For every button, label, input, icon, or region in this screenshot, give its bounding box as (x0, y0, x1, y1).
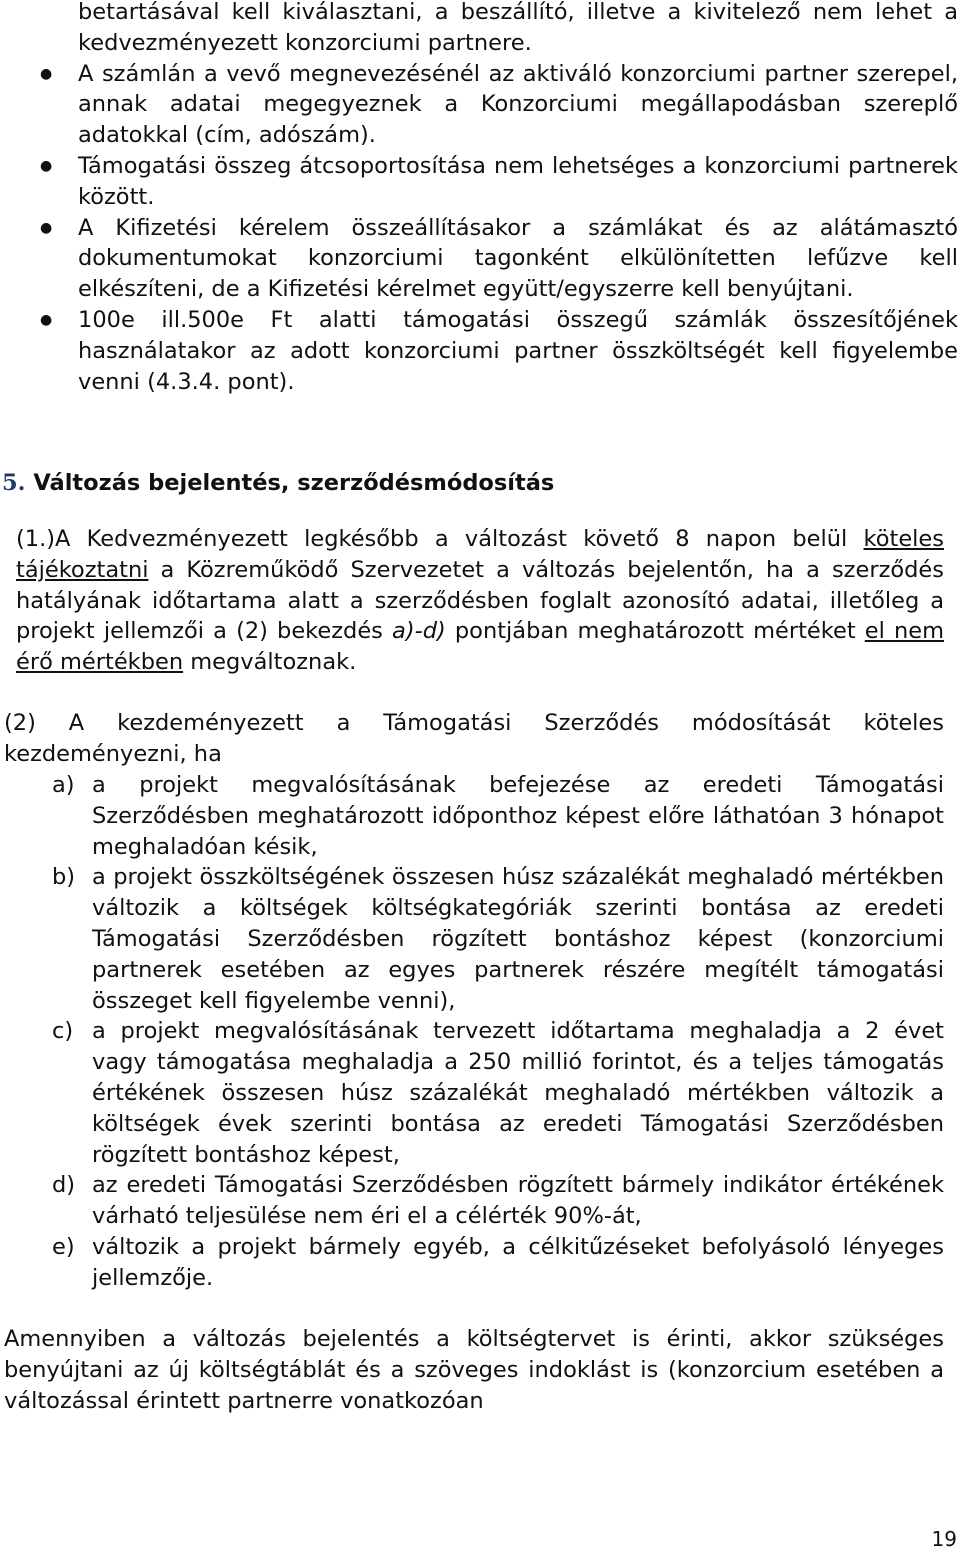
section-number: 5. (2, 470, 26, 496)
section-heading (2, 468, 554, 499)
list-item (52, 1232, 944, 1294)
list-item (52, 1016, 944, 1170)
list-item-text: a projekt megvalósításának tervezett időtartama meghaladja a 2 évet vagy támogatása meghaladja a 250 millió forintot, és a teljes támogatás értékének összesen húsz százalékát meghaladó mértékben változik a költségek évek szerinti bontása az eredeti Támogatási Szerződésben rögzített bontáshoz képest, (92, 1018, 944, 1168)
section-title: Változás bejelentés, szerződésmódosítás (33, 470, 555, 496)
list-item-text: a projekt összköltségének összesen húsz százalékát meghaladó mértékben változik a költségek költségkategóriák szerinti bontása az eredeti Támogatási Szerződésben rögzített bontáshoz képest (konzorciumi partnerek esetében az egyes partnerek részére megítélt támogatási összeget kell figyelembe venni), (92, 864, 944, 1014)
bullet-text: A Kifizetési kérelem összeállításakor a számlákat és az alátámasztó dokumentumokat konzorciumi tagonként elkülönítetten lefűzve kell elkészíteni, de a Kifizetési kérelmet együtt/egyszerre kell benyújtani. (78, 214, 958, 303)
list-marker: a) (52, 772, 75, 798)
list-marker: c) (52, 1018, 74, 1045)
bullet-list (40, 0, 958, 397)
list-item (40, 151, 958, 213)
bullet-icon: ● (40, 65, 53, 82)
list-marker: b) (52, 864, 76, 891)
list-item-text: a projekt megvalósításának befejezése az eredeti Támogatási Szerződésben meghatározott időponthoz képest előre láthatóan 3 hónapot meghaladóan késik, (92, 772, 944, 860)
bullet-icon: ● (40, 311, 53, 328)
paragraph-1-underlined-1: köteles tájékoztatni (16, 526, 944, 583)
paragraph-1-italic: a)-d) (392, 618, 446, 645)
list-item (40, 59, 958, 151)
bullet-text: A számlán a vevő megnevezésénél az aktiváló konzorciumi partner szerepel, annak adatai megegyeznek a Konzorciumi megállapodásban szereplő adatokkal (cím, adószám). (78, 60, 958, 149)
bullet-text: 100e ill.500e Ft alatti támogatási összegű számlák összesítőjének használatakor az adott konzorciumi partner összköltségét kell figyelembe venni (4.3.4. pont). (78, 306, 958, 395)
page-number: 19 (931, 1527, 957, 1551)
list-item (40, 213, 958, 305)
lettered-list (52, 770, 944, 1294)
paragraph-1-part-1: (1.)A Kedvezményezett legkésőbb a változást követő 8 napon belül (16, 526, 864, 552)
final-paragraph: Amennyiben a változás bejelentés a költségtervet is érinti, akkor szükséges benyújtani az új költségtáblát és a szöveges indoklást is (konzorcium esetében a változással érintett partnerre vonatkozóan (4, 1326, 944, 1414)
bullet-icon: ● (40, 157, 53, 174)
bullet-icon: ● (40, 219, 53, 236)
paragraph-1 (16, 524, 944, 678)
list-item (52, 770, 944, 862)
paragraph-1-underlined-2: el nem érő mértékben (16, 618, 944, 676)
list-item-text: az eredeti Támogatási Szerződésben rögzített bármely indikátor értékének várható teljesülése nem éri el a célérték 90%-át, (92, 1172, 944, 1230)
list-marker: d) (52, 1172, 76, 1199)
list-item (52, 1170, 944, 1232)
list-item (52, 862, 944, 1016)
list-item (40, 305, 958, 397)
bullet-continuation: betartásával kell kiválasztani, a beszállító, illetve a kivitelező nem lehet a kedvezményezett konzorciumi partnere. (78, 0, 958, 56)
paragraph-1-part-4: megváltoznak. (183, 649, 357, 676)
list-marker: e) (52, 1233, 75, 1260)
paragraph-1-part-3: pontjában meghatározott mértéket (445, 618, 865, 645)
list-item-text: változik a projekt bármely egyéb, a célkitűzéseket befolyásoló lényeges jellemzője. (92, 1233, 944, 1291)
bullet-text: Támogatási összeg átcsoportosítása nem lehetséges a konzorciumi partnerek között. (78, 152, 958, 210)
paragraph-2: (2) A kezdeményezett a Támogatási Szerződés módosítását köteles kezdeményezni, ha (4, 710, 944, 767)
paragraph-1-part-2: a Közreműködő Szervezetet a változás bejelentőn, ha a szerződés hatályának időtartama alatt a szerződésben foglalt azonosító adatai, illetőleg a projekt jellemzői a (2) bekezdés (16, 556, 944, 645)
